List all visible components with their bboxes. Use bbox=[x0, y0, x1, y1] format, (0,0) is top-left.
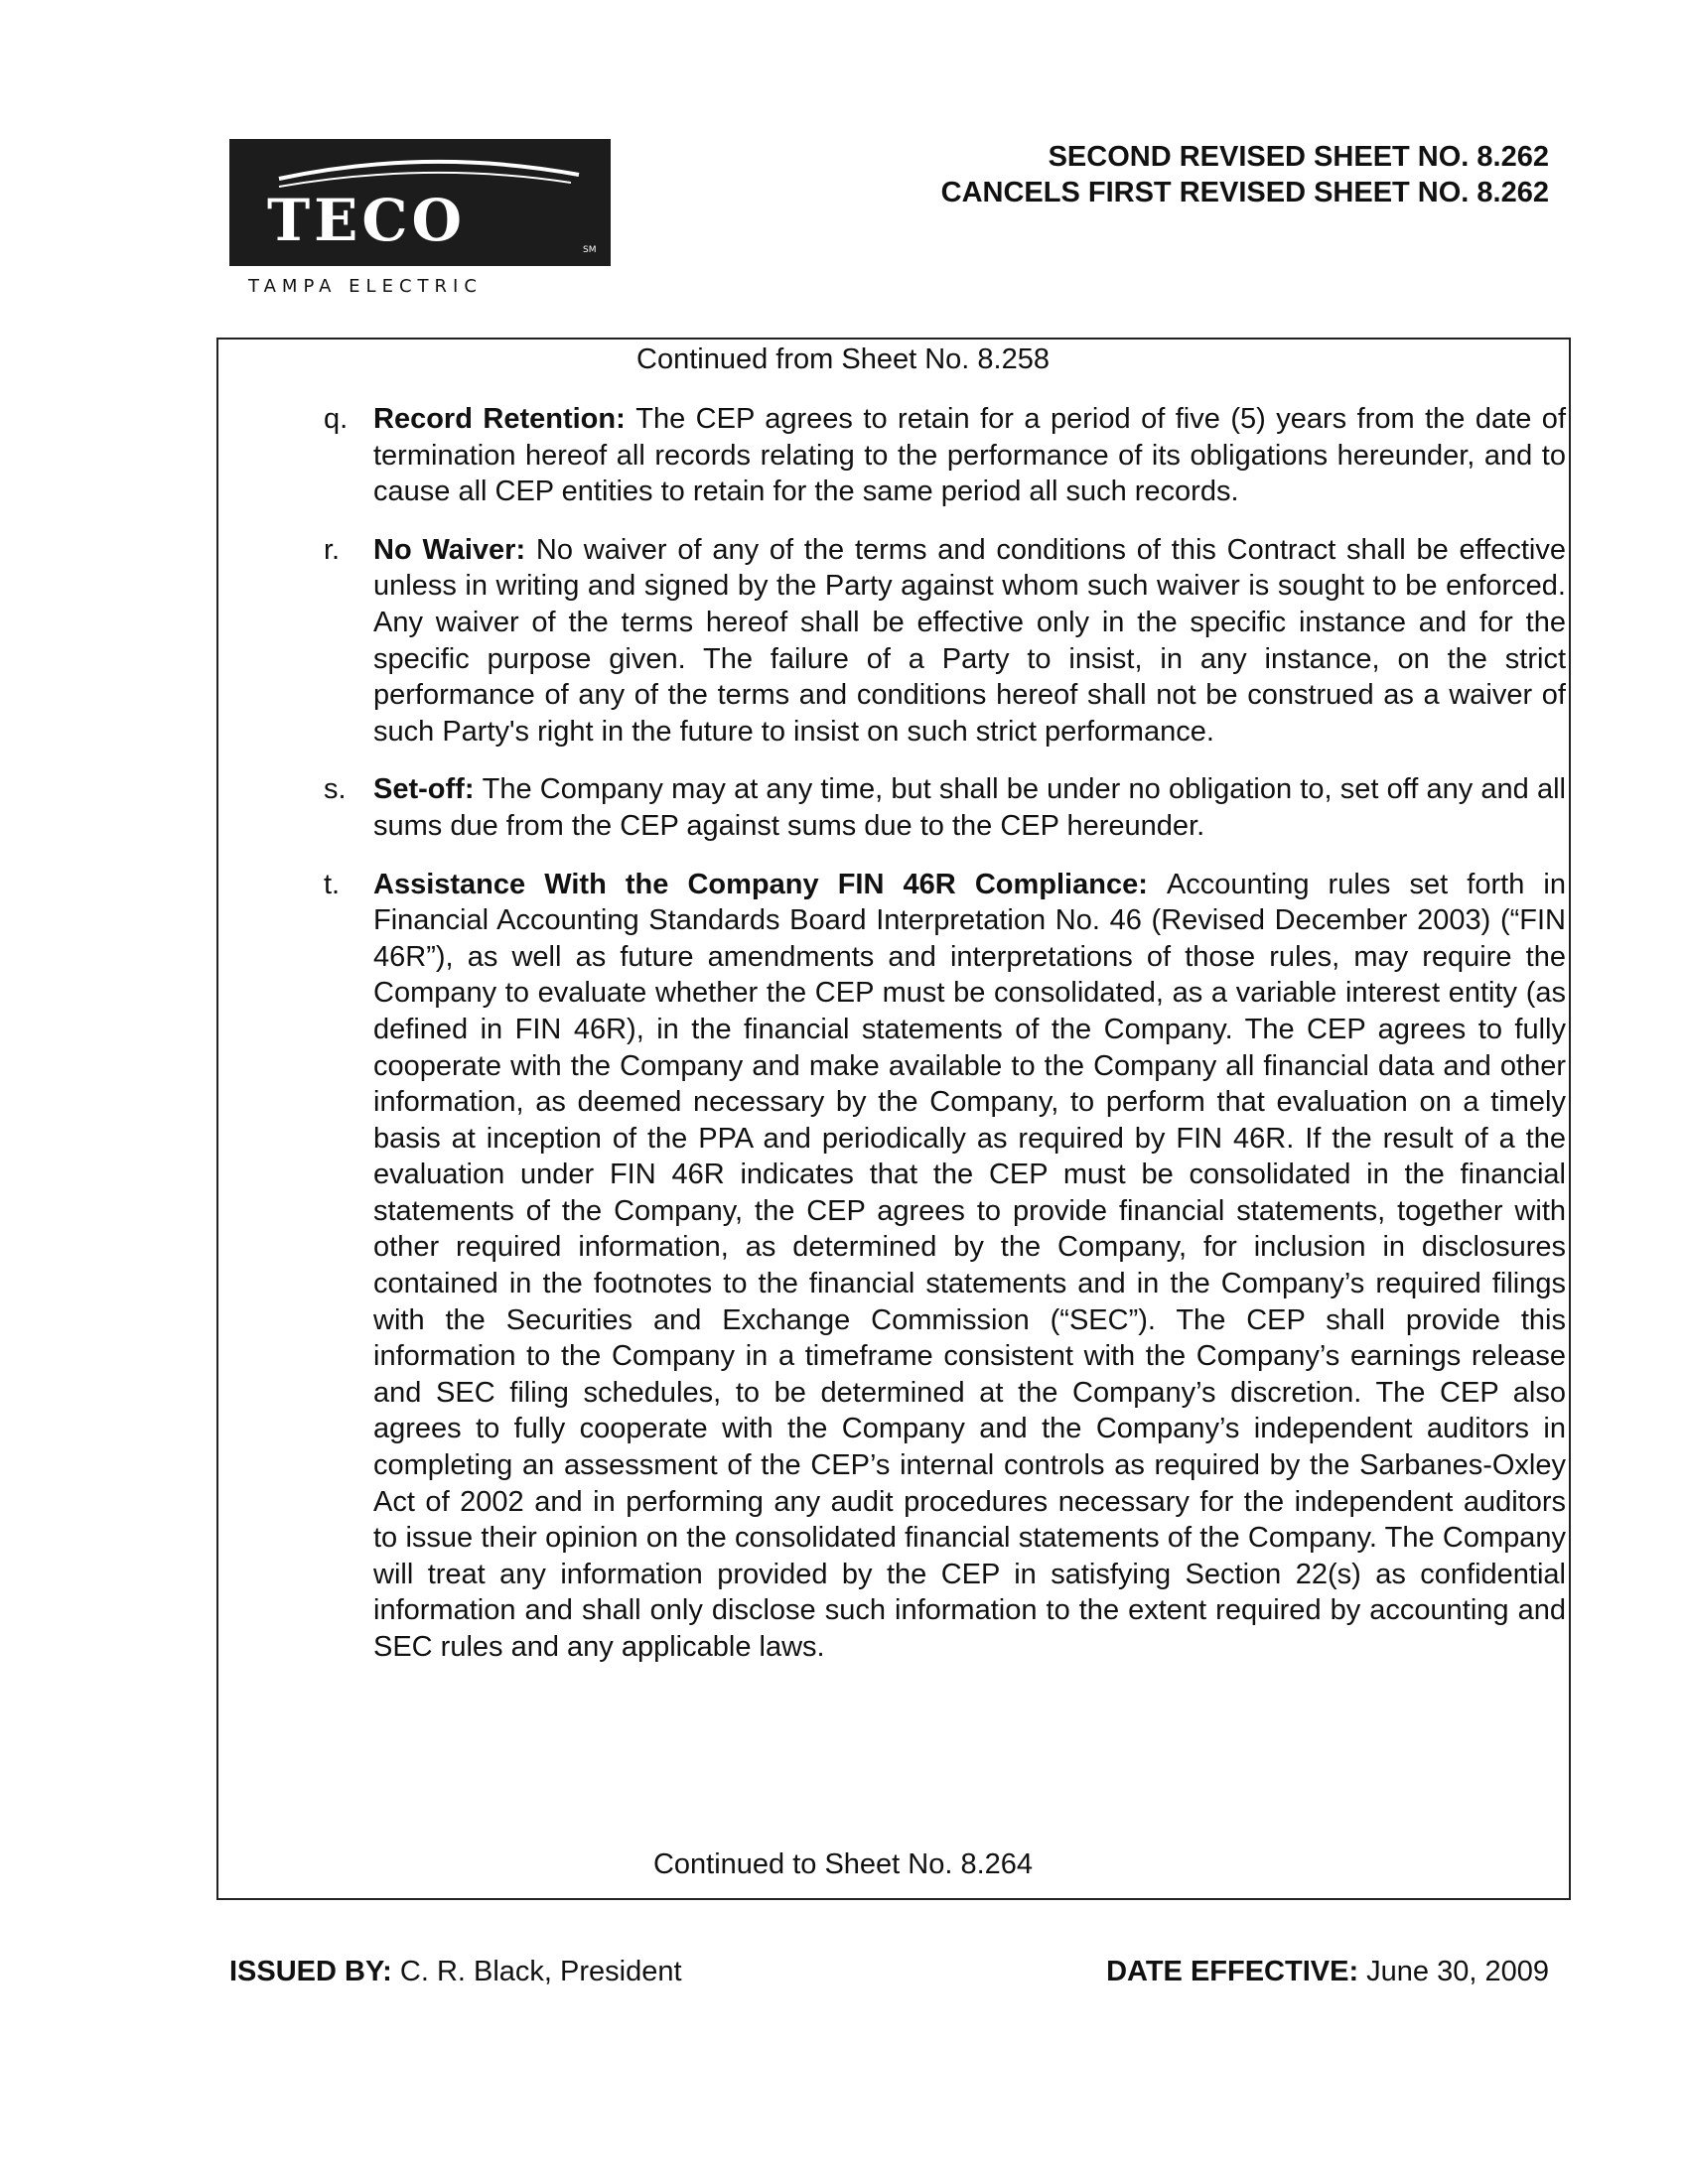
item-title: No Waiver: bbox=[373, 533, 536, 566]
logo-swoosh-lower bbox=[279, 173, 571, 187]
item-text: Accounting rules set forth in Financial Accounting Standards Board Interpretation No. 46 (Revised December 2003) (“FIN 46R”), as well as future amendments and interpretations of those rules, may require the Company to evaluate whether the CEP must be consolidated, as a variable interest entity (as defined in FIN 46R), in the financial statements of the Company. The CEP agrees to fully cooperate with the Company and make available to the Company all financial data and other information, as deemed necessary by the Company, to perform that evaluation on a timely basis at inception of the PPA and periodically as required by FIN 46R. If the result of a the evaluation under FIN 46R indicates that the CEP must be consolidated in the financial statements of the Company, the CEP agrees to provide financial statements, together with other required information, as determined by the Company, for inclusion in disclosures contained in the footnotes to the financial statements and in the Company’s required filings with the Securities and Exchange Commission (“SEC”). The CEP shall provide this information to the Company in a timeframe consistent with the Company’s earnings release and SEC filing schedules, to be determined at the Company’s discretion. The CEP also agrees to fully cooperate with the Company and the Company’s independent auditors in completing an assessment of the CEP’s internal controls as required by the Sarbanes-Oxley Act of 2002 and in performing any audit procedures necessary for the independent auditors to issue their opinion on the consolidated financial statements of the Company. The Company will treat any information provided by the CEP in satisfying Section 22(s) as confidential information and shall only disclose such information to the extent required by accounting and SEC rules and any applicable laws. bbox=[373, 868, 1566, 1663]
item-text: The Company may at any time, but shall be under no obligation to, set off any and all sums due from the CEP against sums due to the CEP hereunder. bbox=[373, 773, 1566, 842]
logo-subtitle: TAMPA ELECTRIC bbox=[248, 276, 483, 297]
sheet-number: SECOND REVISED SHEET NO. 8.262 bbox=[1048, 141, 1549, 173]
continued-from: Continued from Sheet No. 8.258 bbox=[636, 343, 1050, 375]
provision-list bbox=[318, 401, 1566, 1688]
issued-by bbox=[229, 1956, 682, 1988]
issued-by-label: ISSUED BY: bbox=[229, 1956, 400, 1987]
logo-wordmark: TECO bbox=[267, 187, 467, 254]
issued-by-value: C. R. Black, President bbox=[399, 1956, 682, 1987]
item-letter: q. bbox=[324, 403, 349, 435]
item-letter: r. bbox=[324, 533, 341, 566]
item-letter: t. bbox=[324, 868, 341, 900]
date-effective-value: June 30, 2009 bbox=[1366, 1956, 1549, 1987]
item-title: Record Retention: bbox=[373, 403, 636, 435]
item-title: Set-off: bbox=[373, 773, 483, 806]
teco-logo-graphic bbox=[229, 139, 611, 266]
logo-swoosh-upper bbox=[279, 162, 579, 179]
date-effective bbox=[1106, 1956, 1549, 1988]
provision-item-s bbox=[318, 771, 1566, 844]
sheet-header bbox=[941, 139, 1549, 210]
logo-sm-mark: SM bbox=[583, 245, 597, 255]
item-title: Assistance With the Company FIN 46R Compliance: bbox=[373, 868, 1167, 900]
provision-item-q bbox=[318, 401, 1566, 510]
provision-item-t bbox=[318, 867, 1566, 1666]
item-letter: s. bbox=[324, 773, 347, 806]
cancels-sheet-number: CANCELS FIRST REVISED SHEET NO. 8.262 bbox=[940, 177, 1549, 208]
continued-to: Continued to Sheet No. 8.264 bbox=[652, 1848, 1034, 1880]
teco-logo bbox=[229, 139, 611, 266]
date-effective-label: DATE EFFECTIVE: bbox=[1106, 1956, 1367, 1987]
provision-item-r bbox=[318, 532, 1566, 751]
item-text: No waiver of any of the terms and conditions of this Contract shall be effective unless in writing and signed by the Party against whom such waiver is sought to be enforced. Any waiver of the terms hereof shall be effective only in the specific instance and for the specific purpose given. The failure of a Party to insist, in any instance, on the strict performance of any of the terms and conditions hereof shall not be construed as a waiver of such Party's right in the future to insist on such strict performance. bbox=[373, 533, 1567, 748]
item-text: The CEP agrees to retain for a period of five (5) years from the date of termination hereof all records relating to the performance of its obligations hereunder, and to cause all CEP entities to retain for the same period all such records. bbox=[373, 403, 1566, 508]
